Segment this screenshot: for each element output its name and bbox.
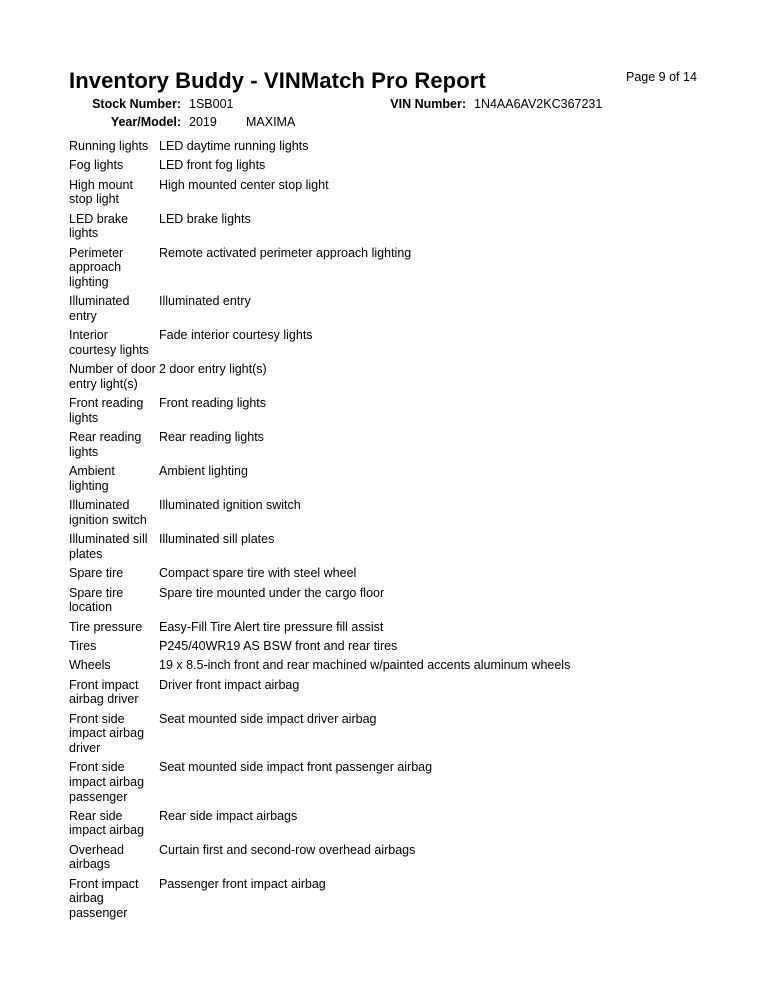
feature-value: Seat mounted side impact driver airbag [159, 711, 377, 726]
table-row [69, 328, 709, 362]
feature-name: Front impact airbag driver [69, 677, 139, 707]
feature-value: Curtain first and second-row overhead airbags [159, 842, 416, 857]
feature-value: Seat mounted side impact front passenger airbag [159, 760, 433, 775]
table-row [69, 464, 709, 498]
vin-number-value: 1N4AA6AV2KC367231 [474, 97, 603, 111]
feature-value: Passenger front impact airbag [159, 876, 326, 891]
feature-value: 2 door entry light(s) [159, 362, 267, 377]
stock-number-label: Stock Number: [92, 97, 181, 111]
feature-name: LED brake lights [69, 211, 129, 241]
feature-name: Illuminated entry [69, 294, 130, 323]
feature-name: Spare tire [69, 566, 124, 581]
table-row [69, 532, 709, 566]
feature-value: Illuminated entry [159, 294, 251, 309]
table-row [69, 586, 709, 620]
feature-value: Compact spare tire with steel wheel [159, 566, 357, 581]
page-number: Page 9 of 14 [626, 70, 697, 84]
feature-value: Front reading lights [159, 396, 267, 411]
year-value: 2019 [189, 115, 217, 129]
table-row [69, 178, 709, 212]
feature-name: Fog lights [69, 158, 124, 173]
table-row [69, 362, 709, 396]
table-row [69, 678, 709, 712]
table-row [69, 760, 709, 809]
feature-name: High mount stop light [69, 177, 133, 207]
feature-value: Illuminated sill plates [159, 532, 275, 547]
feature-value: Rear side impact airbags [159, 808, 298, 823]
table-row [69, 712, 709, 761]
table-row [69, 620, 709, 639]
feature-value: High mounted center stop light [159, 177, 329, 192]
model-value: MAXIMA [246, 115, 296, 129]
table-row [69, 396, 709, 430]
table-row [69, 430, 709, 464]
table-row [69, 294, 709, 328]
table-row [69, 843, 709, 877]
table-row [69, 877, 709, 926]
feature-value: Illuminated ignition switch [159, 498, 301, 513]
feature-name: Wheels [69, 658, 111, 673]
feature-name: Interior courtesy lights [69, 328, 149, 357]
feature-name: Number of door entry light(s) [69, 362, 156, 391]
feature-name: Rear side impact airbag [69, 808, 145, 838]
vin-number-label: VIN Number: [390, 97, 466, 111]
feature-value: Spare tire mounted under the cargo floor [159, 585, 385, 600]
feature-value: Easy-Fill Tire Alert tire pressure fill assist [159, 619, 384, 634]
feature-value: LED front fog lights [159, 158, 266, 173]
year-model-field [0, 115, 296, 131]
feature-name: Ambient lighting [69, 464, 115, 493]
feature-name: Front impact airbag passenger [69, 876, 139, 921]
table-row [69, 498, 709, 532]
year-model-label: Year/Model: [110, 115, 181, 129]
feature-value: Ambient lighting [159, 464, 248, 479]
feature-value: 19 x 8.5-inch front and rear machined w/painted accents aluminum wheels [159, 658, 571, 673]
table-row [69, 158, 709, 177]
table-row [69, 639, 709, 658]
feature-value: Rear reading lights [159, 430, 264, 445]
feature-value: Fade interior courtesy lights [159, 328, 313, 343]
vin-number-field [0, 97, 603, 113]
feature-name: Front reading lights [69, 396, 144, 425]
feature-name: Overhead airbags [69, 842, 124, 872]
feature-name: Front side impact airbag driver [69, 711, 145, 755]
feature-name: Running lights [69, 139, 149, 153]
feature-value: Remote activated perimeter approach lighting [159, 245, 412, 260]
specs-table-body [69, 139, 709, 925]
table-row [69, 809, 709, 843]
table-row [69, 658, 709, 677]
feature-name: Perimeter approach lighting [69, 245, 124, 289]
specs-table [69, 139, 709, 925]
feature-name: Tires [69, 638, 97, 653]
feature-value: Driver front impact airbag [159, 677, 300, 692]
feature-name: Front side impact airbag passenger [69, 760, 145, 804]
report-title: Inventory Buddy - VINMatch Pro Report [69, 68, 486, 93]
feature-value: P245/40WR19 AS BSW front and rear tires [159, 638, 398, 653]
table-row [69, 212, 709, 246]
table-row [69, 246, 709, 295]
feature-value: LED daytime running lights [159, 139, 309, 153]
table-row [69, 566, 709, 585]
feature-name: Spare tire location [69, 585, 124, 615]
feature-name: Rear reading lights [69, 430, 142, 459]
feature-name: Illuminated ignition switch [69, 498, 147, 527]
stock-number-value: 1SB001 [189, 97, 234, 111]
feature-value: LED brake lights [159, 211, 251, 226]
feature-name: Illuminated sill plates [69, 532, 148, 561]
feature-name: Tire pressure [69, 619, 143, 634]
table-row [69, 139, 709, 158]
